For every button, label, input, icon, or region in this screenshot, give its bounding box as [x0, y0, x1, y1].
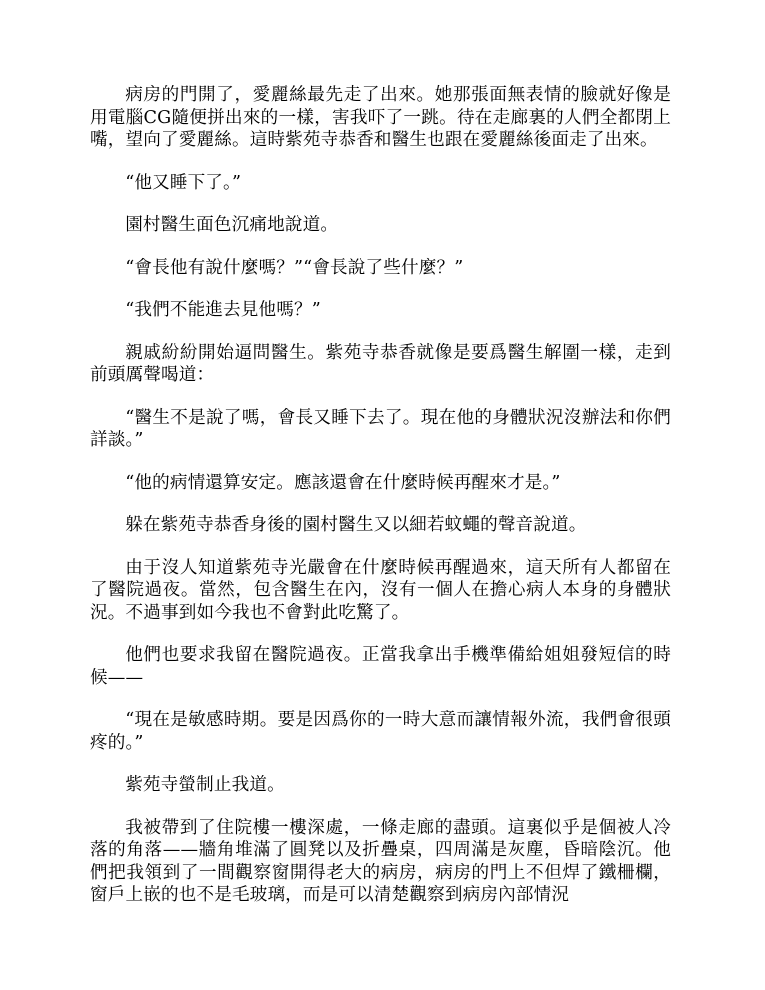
paragraph: “我們不能進去見他嗎？” — [125, 300, 321, 320]
paragraph: 親戚紛紛開始逼問醫生。紫苑寺恭香就像是要爲醫生解圍一樣，走到前頭厲聲喝道： — [90, 342, 671, 385]
paragraph: 我被帶到了住院樓一樓深處，一條走廊的盡頭。這裏似乎是個被人冷落的角落——牆角堆滿了圓凳以及折疊桌，四周滿是灰塵，昏暗陰沉。他們把我領到了一間觀察窗開得老大的病房，病房的門上不但焊了鐵柵欄，窗戶上嵌的也不是毛玻璃，而是可以清楚觀察到病房內部情況 — [90, 817, 671, 905]
paragraph: 紫苑寺螢制止我道。 — [125, 775, 285, 795]
paragraph: “現在是敏感時期。要是因爲你的一時大意而讓情報外流，我們會很頭疼的。” — [90, 710, 671, 753]
paragraph: 他們也要求我留在醫院過夜。正當我拿出手機準備給姐姐發短信的時候—— — [90, 645, 671, 688]
paragraph: 躲在紫苑寺恭香身後的園村醫生又以細若蚊蠅的聲音說道。 — [125, 515, 587, 535]
paragraph: 病房的門開了，愛麗絲最先走了出來。她那張面無表情的臉就好像是用電腦CG隨便拼出來的一樣，害我吓了一跳。待在走廊裏的人們全都閉上嘴，望向了愛麗絲。這時紫苑寺恭香和醫生也跟在愛麗絲後面走了出來。 — [90, 85, 671, 150]
paragraph: 園村醫生面色沉痛地說道。 — [125, 215, 339, 235]
paragraph: “他的病情還算安定。應該還會在什麼時候再醒來才是。” — [125, 472, 561, 493]
paragraph: “他又睡下了。” — [125, 172, 242, 193]
paragraph: 由于沒人知道紫苑寺光嚴會在什麼時候再醒過來，這天所有人都留在了醫院過夜。當然，包含醫生在內，沒有一個人在擔心病人本身的身體狀況。不過事到如今我也不會對此吃驚了。 — [90, 557, 671, 623]
paragraph: “會長他有說什麼嗎？”“會長說了些什麼？” — [125, 257, 464, 278]
paragraph: “醫生不是說了嗎，會長又睡下去了。現在他的身體狀況沒辦法和你們詳談。” — [90, 407, 671, 450]
